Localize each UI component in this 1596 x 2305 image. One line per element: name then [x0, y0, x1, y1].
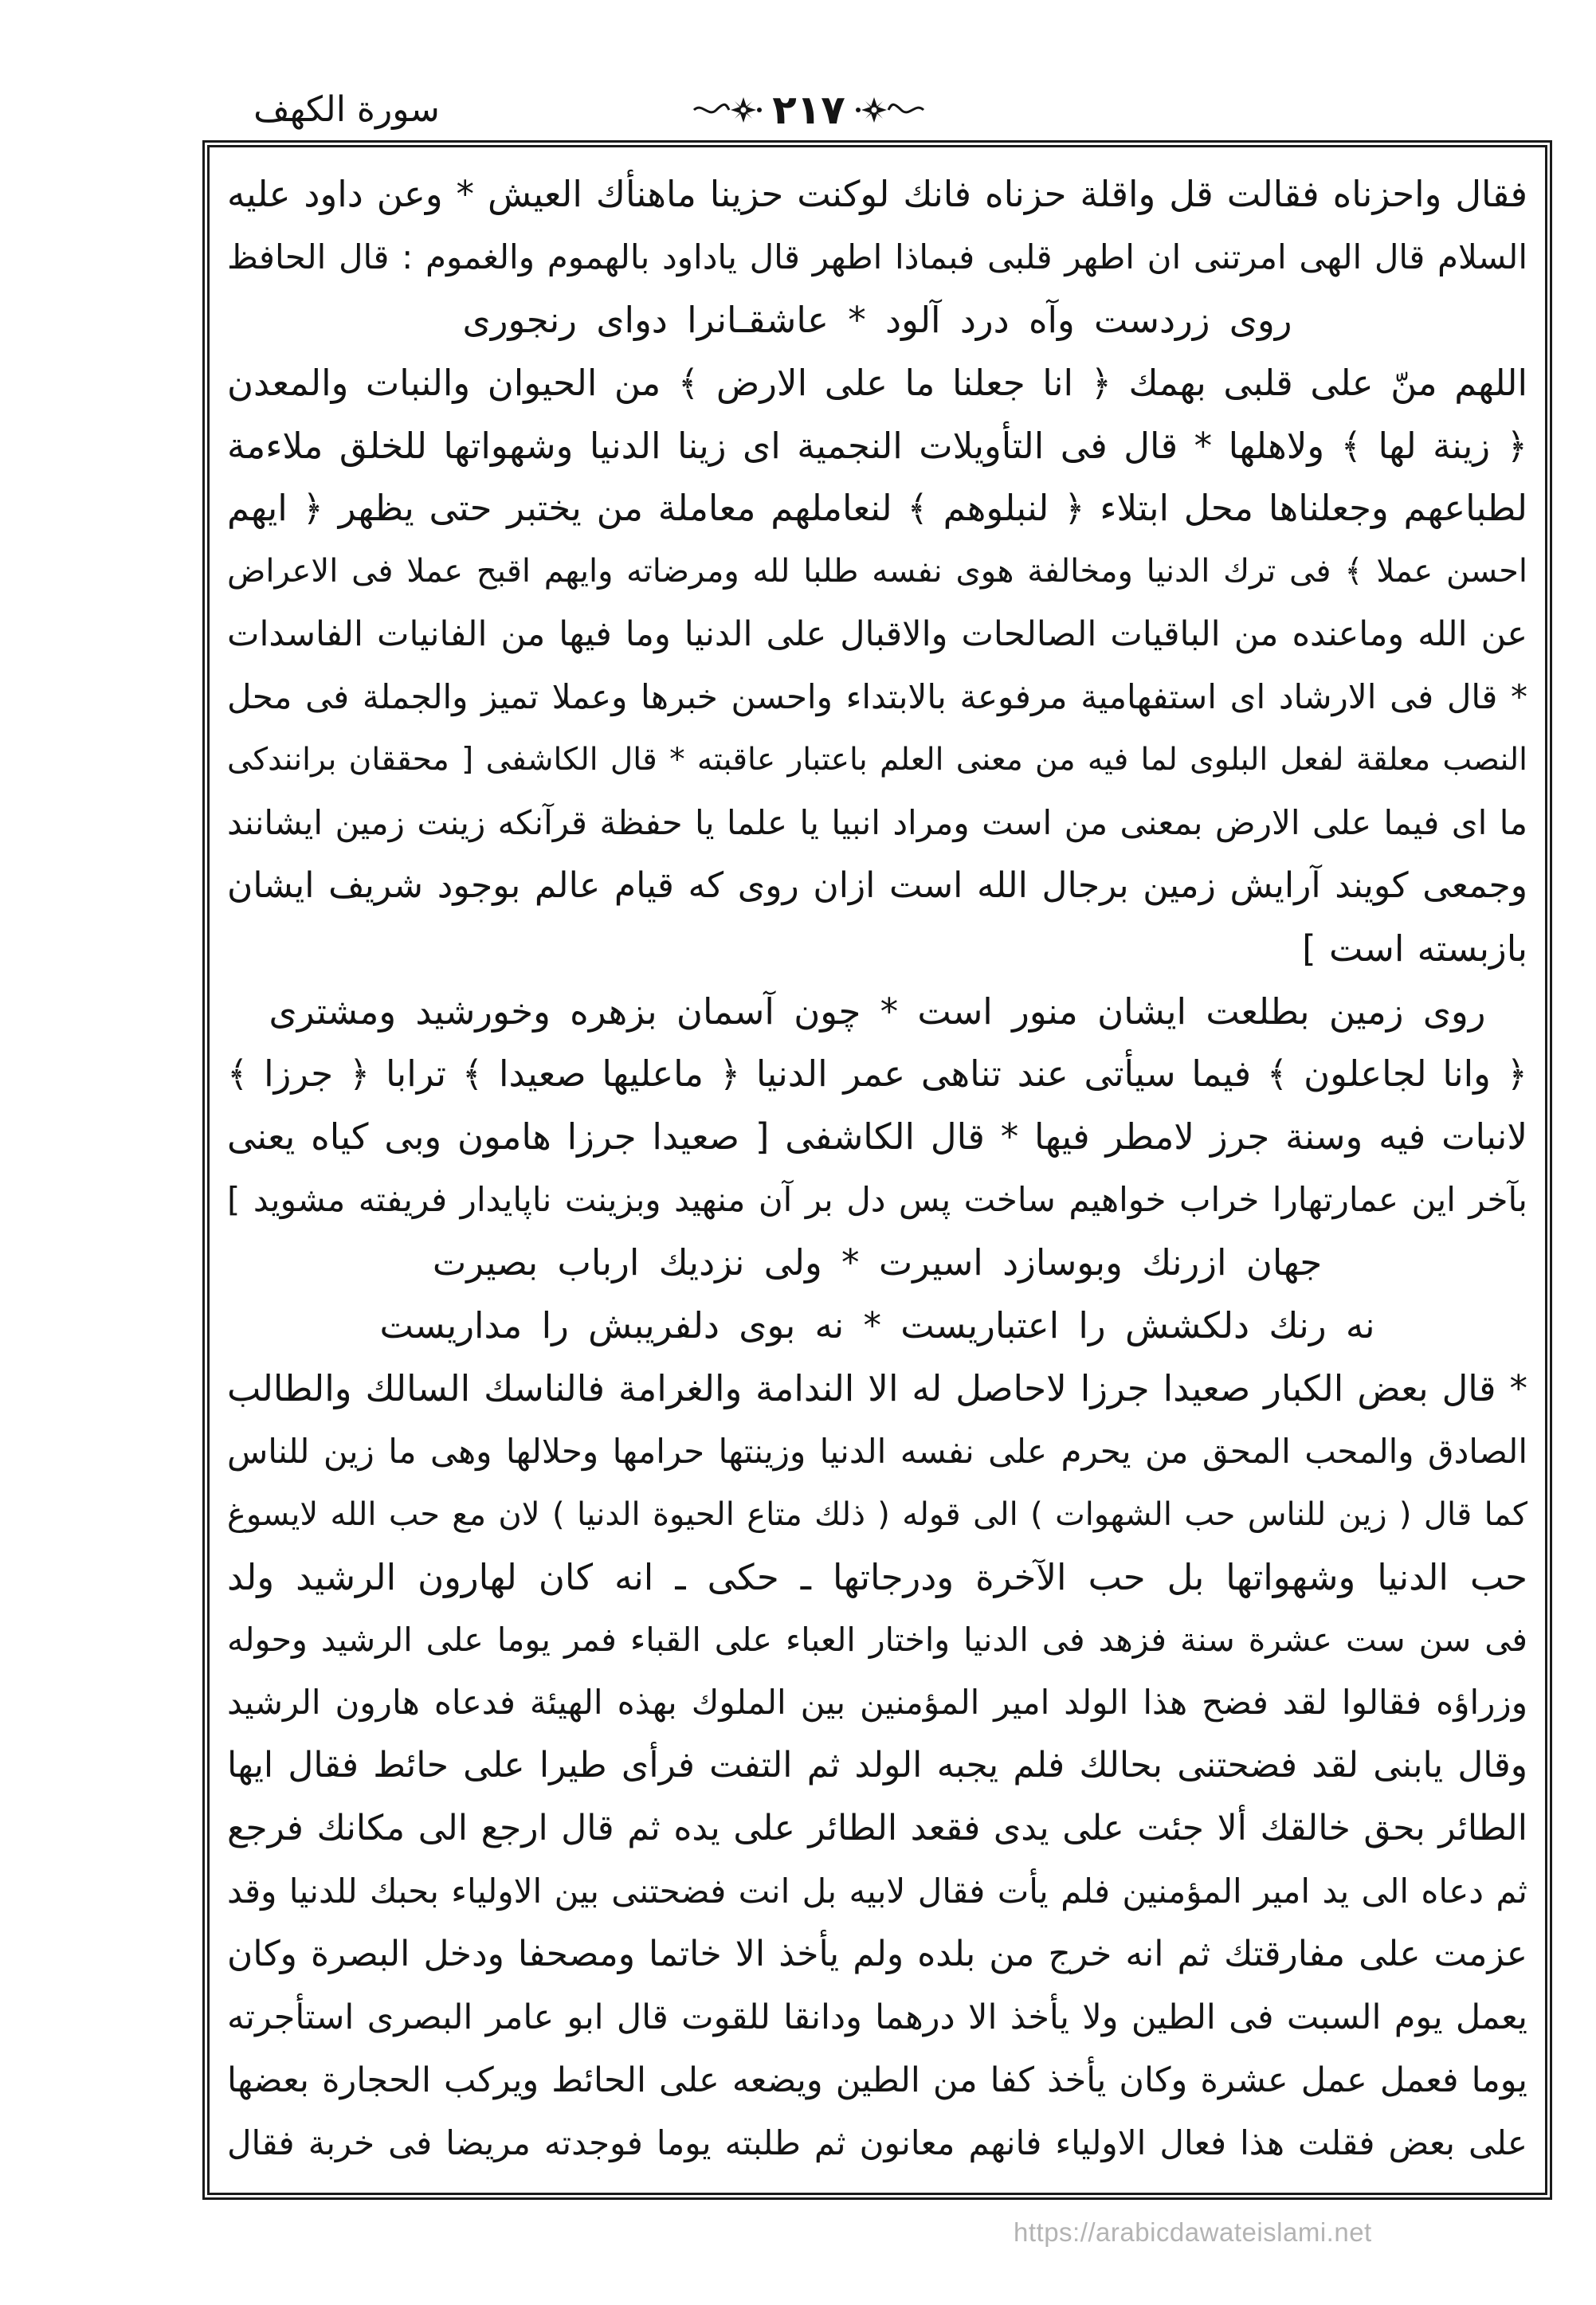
text-line: ﴿ زينة لها ﴾ ولاهلها * قال فى التأويلات النجمية اى زينا الدنيا وشهواتها للخلق ملاءمة	[227, 424, 1527, 467]
text-line: * قال فى الارشاد اى استفهامية مرفوعة بالابتداء واحسن خبرها وعملا تميز والجملة فى محل	[227, 677, 1527, 717]
surah-title: سورة الكهف	[253, 89, 440, 130]
text-line: اللهم منّ على قلبى بهمك ﴿ انا جعلنا ما على الارض ﴾ من الحيوان والنبات والمعدن	[227, 361, 1527, 404]
text-line: يعمل يوم السبت فى الطين ولا يأخذ الا درهما ودانقا للقوت قال ابو عامر البصرى استأجرته	[227, 1997, 1527, 2037]
floral-ornament-left-icon	[691, 92, 764, 127]
text-line: بآخر اين عمارتهارا خراب خواهيم ساخت پس دل بر آن منهيد وبزينت ناپايدار فريفته مشويد ]	[227, 1180, 1527, 1220]
text-line: احسن عملا ﴾ فى ترك الدنيا ومخالفة هوى نفسه طلبا لله ومرضاته وايهم اقبح عملا فى الاعراض	[227, 553, 1527, 590]
text-line: حب الدنيا وشهواتها بل حب الآخرة ودرجاتها ـ حكى ـ انه كان لهارون الرشيد ولد	[227, 1555, 1527, 1598]
text-frame	[202, 140, 1552, 2200]
text-line: فى سن ست عشرة سنة فزهد فى الدنيا واختار العباء على القباء فمر يوما على الرشيد وحوله	[227, 1621, 1527, 1660]
text-line: ما اى فيما على الارض بمعنى من است ومراد انبيا يا علما يا حفظة قرآنكه زينت زمين ايشانند	[227, 802, 1527, 842]
text-line: فقال واحزناه فقالت قل واقلة حزناه فانك لوكنت حزينا ماهنأك العيش * وعن داود عليه	[227, 173, 1527, 215]
floral-ornament-right-icon	[853, 92, 927, 127]
paragraph-end-line: بازبسته است ]	[1302, 927, 1527, 970]
text-line: كما قال ( زين للناس حب الشهوات ) الى قوله ( ذلك متاع الحيوة الدنيا ) لان مع حب الله لايسوغ	[227, 1496, 1527, 1533]
text-line: وزراؤه فقالوا لقد فضح هذا الولد امير المؤمنين بين الملوك بهذه الهيئة فدعاه هارون الرشيد	[227, 1683, 1527, 1723]
text-line: ﴿ وانا لجاعلون ﴾ فيما سيأتى عند تناهى عمر الدنيا ﴿ ماعليها صعيدا ﴾ ترابا ﴿ جرزا ﴾	[227, 1053, 1527, 1096]
text-line: وجمعى كويند آرايش زمين برجال الله است ازان روى كه قيام عالم بوجود شريف ايشان	[227, 864, 1527, 906]
verse-line: روى زمين بطلعت ايشان منور است * چون آسمان بزهره وخورشيد ومشترى	[269, 990, 1486, 1033]
text-line: النصب معلقة لفعل البلوى لما فيه من معنى العلم باعتبار عاقبته * قال الكاشفى [ محققان برانندكى	[227, 742, 1527, 778]
page-number-header	[685, 81, 932, 139]
text-line: لانبات فيه وسنة جرز لامطر فيها * قال الكاشفى [ صعيدا جرزا هامون وبى كياه يعنى	[227, 1115, 1527, 1158]
verse-line: روى زردست وآه درد آلود * عاشقـانرا دواى رنجورى	[462, 298, 1292, 341]
watermark-url: https://arabicdawateislami.net	[1014, 2217, 1372, 2247]
text-line: السلام قال الهى امرتنى ان اطهر قلبى فبماذا اطهر قال ياداود بالهموم والغموم : قال الحافظ	[227, 237, 1527, 276]
text-line: يوما فعمل عمل عشرة وكان يأخذ كفا من الطين ويضعه على الحائط ويركب الحجارة بعضها	[227, 2060, 1527, 2100]
text-line: وقال يابنى لقد فضحتنى بحالك فلم يجبه الولد ثم التفت فرأى طيرا على حائط فقال ايها	[227, 1745, 1527, 1786]
text-line: الطائر بحق خالقك ألا جئت على يدى فقعد الطائر على يده ثم قال ارجع الى مكانك فرجع	[227, 1808, 1527, 1849]
text-line: على بعض فقلت هذا فعال الاولياء فانهم معانون ثم طلبته يوما فوجدته مريضا فى خربة فقال	[227, 2123, 1527, 2162]
text-line: عن الله وماعنده من الباقيات الصالحات والاقبال على الدنيا وما فيها من الفانيات الفاسدات	[227, 614, 1527, 655]
text-line: الصادق والمحب المحق من يحرم على نفسه الدنيا وزينتها حرامها وحلالها وهى ما زين للناس	[227, 1431, 1527, 1471]
verse-line: نه رنك دلكشش را اعتباريست * نه بوى دلفريبش را مداريست	[379, 1304, 1375, 1347]
text-line: عزمت على مفارقتك ثم انه خرج من بلده ولم يأخذ الا خاتما ومصحفا ودخل البصرة وكان	[227, 1933, 1527, 1974]
verse-line: جهان ازرنك وبوسازد اسيرت * ولى نزديك ارباب بصيرت	[432, 1241, 1323, 1284]
text-line: ثم دعاه الى يد امير المؤمنين فلم يأت فقال لابيه بل انت فضحتنى بين الاولياء بحبك للدنيا وقد	[227, 1872, 1527, 1911]
text-line: * قال بعض الكبار صعيدا جرزا لاحاصل له الا الندامة والغرامة فالناسك السالك والطالب	[227, 1366, 1527, 1409]
page-number: ٢١٧	[772, 87, 845, 133]
text-line: لطباعهم وجعلناها محل ابتلاء ﴿ لنبلوهم ﴾ لنعاملهم معاملة من يختبر حتى يظهر ﴿ ايهم	[227, 487, 1527, 530]
